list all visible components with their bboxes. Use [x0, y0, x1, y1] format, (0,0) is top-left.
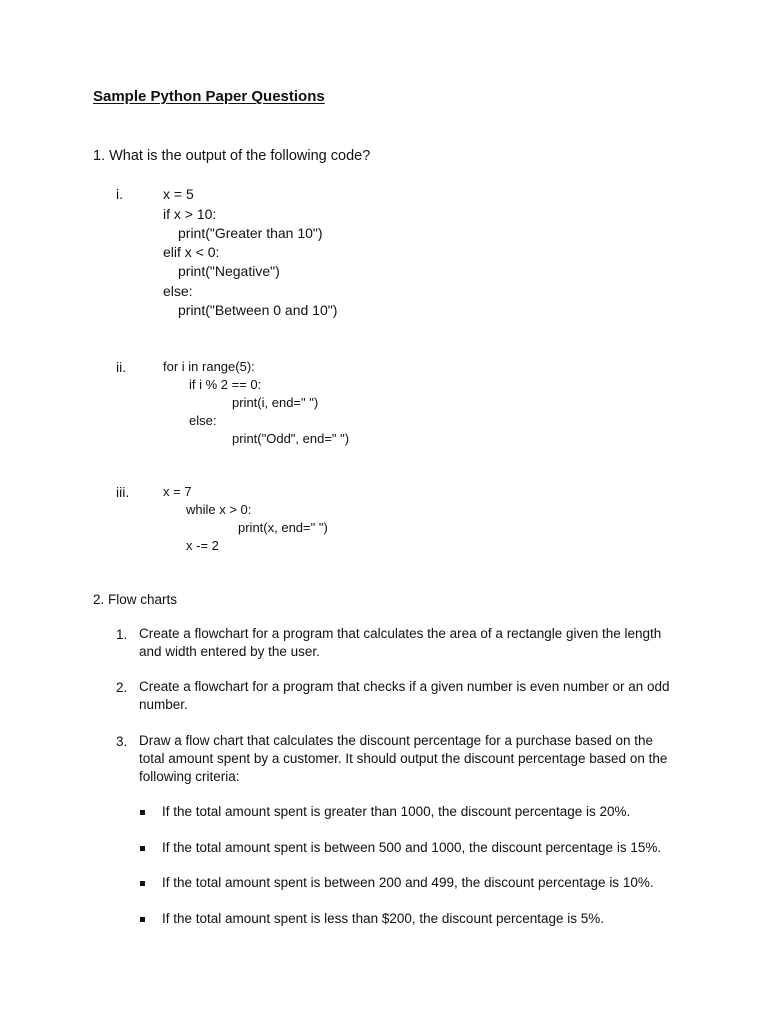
criteria-item: If the total amount spent is between 500 and 1000, the discount percentage is 15%. [162, 840, 662, 855]
bullet-square-icon [140, 846, 145, 851]
part-i-label: i. [116, 186, 123, 202]
code-line: print("Greater than 10") [178, 225, 323, 241]
item-number: 1. [116, 627, 128, 642]
bullet-square-icon [140, 810, 145, 815]
code-line: else: [163, 283, 193, 299]
item-number: 2. [116, 680, 128, 695]
criteria-item: If the total amount spent is less than $200, the discount percentage is 5%. [162, 911, 605, 926]
flowchart-task-2: Create a flowchart for a program that checks if a given number is even number or an odd number. [139, 679, 670, 712]
code-line: print("Odd", end=" ") [232, 431, 350, 446]
document-title: Sample Python Paper Questions [93, 88, 325, 105]
code-line: x -= 2 [186, 538, 219, 553]
code-line: while x > 0: [186, 502, 252, 517]
flowchart-task-3: Draw a flow chart that calculates the discount percentage for a purchase based on the total amount spent by a customer. It should output the discount percentage based on the following criteria: [139, 733, 668, 784]
question-1-prompt: 1. What is the output of the following code? [93, 148, 371, 164]
item-number: 3. [116, 734, 128, 749]
code-line: print("Negative") [178, 263, 280, 279]
bullet-square-icon [140, 917, 145, 922]
code-line: print(x, end=" ") [238, 520, 328, 535]
code-line: if x > 10: [163, 206, 217, 222]
code-line: print("Between 0 and 10") [178, 302, 338, 318]
code-line: if i % 2 == 0: [189, 377, 262, 392]
code-line: x = 7 [163, 484, 192, 499]
part-ii-label: ii. [116, 359, 127, 375]
code-line: x = 5 [163, 186, 194, 202]
question-2-heading: 2. Flow charts [93, 592, 178, 607]
part-iii-label: iii. [116, 484, 130, 500]
code-line: for i in range(5): [163, 359, 255, 374]
criteria-item: If the total amount spent is between 200 and 499, the discount percentage is 10%. [162, 875, 654, 890]
bullet-square-icon [140, 881, 145, 886]
flowchart-task-1: Create a flowchart for a program that calculates the area of a rectangle given the length and width entered by the user. [139, 626, 662, 659]
code-line: print(i, end=" ") [232, 395, 319, 410]
code-line: else: [189, 413, 217, 428]
code-line: elif x < 0: [163, 244, 220, 260]
criteria-item: If the total amount spent is greater than 1000, the discount percentage is 20%. [162, 804, 631, 819]
